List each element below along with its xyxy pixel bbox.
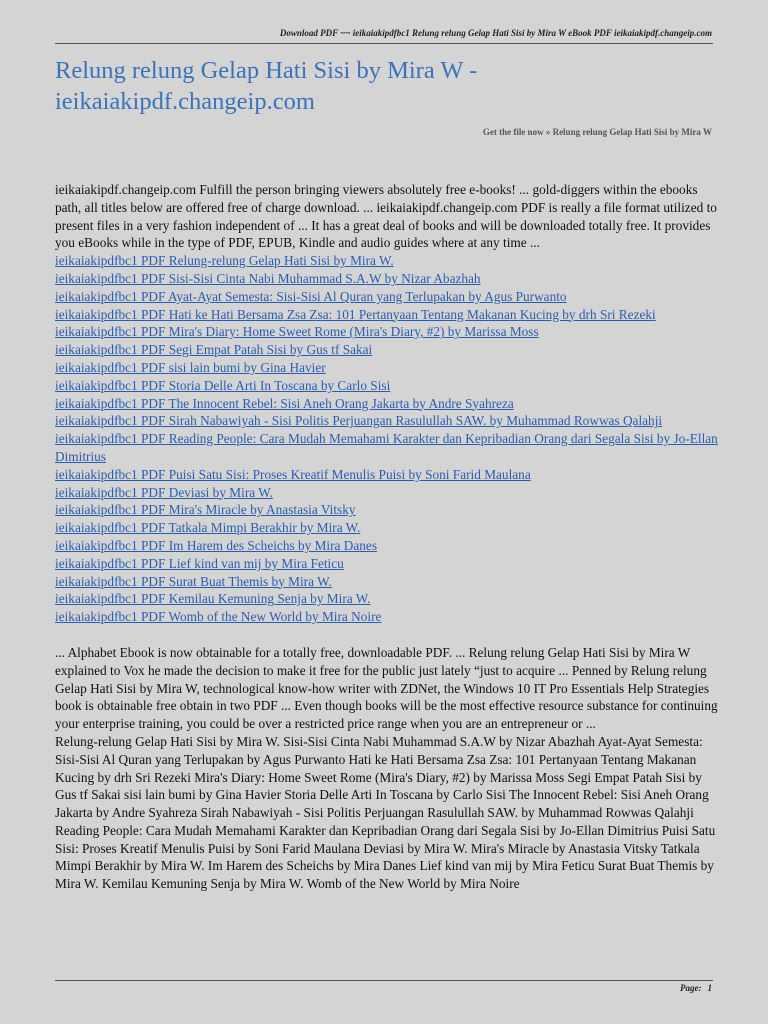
list-item: [55, 341, 718, 359]
list-item: [55, 573, 718, 591]
list-item: [55, 359, 718, 377]
list-item: [55, 555, 718, 573]
list-item: [55, 590, 718, 608]
paragraph-spacer: [55, 626, 718, 644]
list-item: [55, 484, 718, 502]
ebook-link[interactable]: ieikaiakipdfbc1 PDF Tatkala Mimpi Berakhir by Mira W.: [55, 520, 361, 536]
ebook-link[interactable]: ieikaiakipdfbc1 PDF Reading People: Cara Mudah Memahami Karakter dan Kepribadian Orang dari Segala Sisi by Jo-Ellan Dimitrius: [55, 431, 718, 464]
ebook-link[interactable]: ieikaiakipdfbc1 PDF Surat Buat Themis by Mira W.: [55, 573, 332, 589]
ebook-link[interactable]: ieikaiakipdfbc1 PDF sisi lain bumi by Gina Havier: [55, 359, 326, 375]
list-item: [55, 537, 718, 555]
second-paragraph: ... Alphabet Ebook is now obtainable for a totally free, downloadable PDF. ... Relung relung Gelap Hati Sisi by Mira W explained to Vox he made the decision to make it free for the public just lately “just to acquire ... Penned by Relung relung Gelap Hati Sisi by Mira W, technological know-how writer with ZDNet, the Windows 10 IT Pro Essentials Help Strategies book is obtainable free obtain in two PDF ... Even though books will be the most effective resource substance for continuing your enterprise training, you could be over a restricted price range when you are an entrepreneur or ...: [55, 644, 718, 732]
ebook-link[interactable]: ieikaiakipdfbc1 PDF Mira's Miracle by Anastasia Vitsky: [55, 502, 356, 518]
list-item: [55, 323, 718, 341]
ebook-link[interactable]: ieikaiakipdfbc1 PDF Lief kind van mij by Mira Feticu: [55, 555, 344, 571]
third-paragraph: Relung-relung Gelap Hati Sisi by Mira W. Sisi-Sisi Cinta Nabi Muhammad S.A.W by Nizar Abazhah Ayat-Ayat Semesta: Sisi-Sisi Al Quran yang Terlupakan by Agus Purwanto Hati ke Hati Bersama Zsa Zsa: 101 Pertanyaan Tentang Makanan Kucing by drh Sri Rezeki Mira's Diary: Home Sweet Rome (Mira's Diary, #2) by Marissa Moss Segi Empat Patah Sisi by Gus tf Sakai sisi lain bumi by Gina Havier Storia Delle Arti In Toscana by Carlo Sisi The Innocent Rebel: Sisi Aneh Orang Jakarta by Andre Syahreza Sirah Nabawiyah - Sisi Politis Perjuangan Rasulullah SAW. by Muhammad Rowwas Qalahji Reading People: Cara Mudah Memahami Karakter dan Kepribadian Orang dari Segala Sisi by Jo-Ellan Dimitrius Puisi Satu Sisi: Proses Kreatif Menulis Puisi by Soni Farid Maulana Deviasi by Mira W. Mira's Miracle by Anastasia Vitsky Tatkala Mimpi Berakhir by Mira W. Im Harem des Scheichs by Mira Danes Lief kind van mij by Mira Feticu Surat Buat Themis by Mira W. Kemilau Kemuning Senja by Mira W. Womb of the New World by Mira Noire: [55, 733, 716, 892]
ebook-link[interactable]: ieikaiakipdfbc1 PDF Hati ke Hati Bersama Zsa Zsa: 101 Pertanyaan Tentang Makanan Kucing by drh Sri Rezeki: [55, 306, 656, 322]
list-item: [55, 519, 718, 537]
main-content: [55, 181, 718, 893]
ebook-link[interactable]: ieikaiakipdfbc1 PDF The Innocent Rebel: Sisi Aneh Orang Jakarta by Andre Syahreza: [55, 395, 514, 411]
list-item: [55, 252, 718, 270]
ebook-link[interactable]: ieikaiakipdfbc1 PDF Puisi Satu Sisi: Proses Kreatif Menulis Puisi by Soni Farid Maulana: [55, 466, 531, 482]
download-header: Download PDF ~~ ieikaiakipdfbc1 Relung relung Gelap Hati Sisi by Mira W eBook PDF ieikaiakipdf.changeip.com: [279, 28, 712, 38]
page-title: Relung relung Gelap Hati Sisi by Mira W - ieikaiakipdf.changeip.com: [55, 57, 478, 115]
ebook-link[interactable]: ieikaiakipdfbc1 PDF Segi Empat Patah Sisi by Gus tf Sakai: [55, 342, 373, 358]
list-item: [55, 288, 718, 306]
ebook-link[interactable]: ieikaiakipdfbc1 PDF Ayat-Ayat Semesta: Sisi-Sisi Al Quran yang Terlupakan by Agus Purwanto: [55, 288, 567, 304]
list-item: [55, 501, 718, 519]
list-item: [55, 608, 718, 626]
ebook-link[interactable]: ieikaiakipdfbc1 PDF Storia Delle Arti In Toscana by Carlo Sisi: [55, 377, 391, 393]
list-item: [55, 466, 718, 484]
intro-paragraph: ieikaiakipdf.changeip.com Fulfill the person bringing viewers absolutely free e-books! ... gold-diggers within the ebooks path, all titles below are offered free of charge download. ... ieikaiakipdf.changeip.com PDF is really a file format utilized to present files in a very fashion independent of ... It has a great deal of books and will be downloaded totally free. It provides you eBooks while in the type of PDF, EPUB, Kindle and audio guides where at any time ...: [55, 182, 717, 251]
ebook-link[interactable]: ieikaiakipdfbc1 PDF Womb of the New World by Mira Noire: [55, 609, 382, 625]
ebook-link[interactable]: ieikaiakipdfbc1 PDF Sirah Nabawiyah - Sisi Politis Perjuangan Rasulullah SAW. by Muhammad Rowwas Qalahji: [55, 413, 663, 429]
ebook-link[interactable]: ieikaiakipdfbc1 PDF Relung-relung Gelap Hati Sisi by Mira W.: [55, 253, 394, 269]
page-label: Page:: [680, 983, 702, 993]
get-file-line: Get the file now » Relung relung Gelap Hati Sisi by Mira W: [482, 127, 712, 137]
list-item: [55, 430, 718, 466]
list-item: [55, 412, 718, 430]
list-item: [55, 395, 718, 413]
header-divider: [55, 43, 713, 44]
ebook-link[interactable]: ieikaiakipdfbc1 PDF Mira's Diary: Home Sweet Rome (Mira's Diary, #2) by Marissa Moss: [55, 324, 539, 340]
footer-divider: [55, 980, 713, 981]
ebook-link[interactable]: ieikaiakipdfbc1 PDF Deviasi by Mira W.: [55, 484, 273, 500]
page-footer: [680, 983, 712, 993]
ebook-link[interactable]: ieikaiakipdfbc1 PDF Kemilau Kemuning Senja by Mira W.: [55, 591, 371, 607]
page-number: 1: [707, 983, 712, 993]
list-item: [55, 306, 718, 324]
list-item: [55, 270, 718, 288]
ebook-link[interactable]: ieikaiakipdfbc1 PDF Sisi-Sisi Cinta Nabi Muhammad S.A.W by Nizar Abazhah: [55, 270, 481, 286]
ebook-link-list: [55, 252, 718, 626]
list-item: [55, 377, 718, 395]
ebook-link[interactable]: ieikaiakipdfbc1 PDF Im Harem des Scheichs by Mira Danes: [55, 537, 378, 553]
